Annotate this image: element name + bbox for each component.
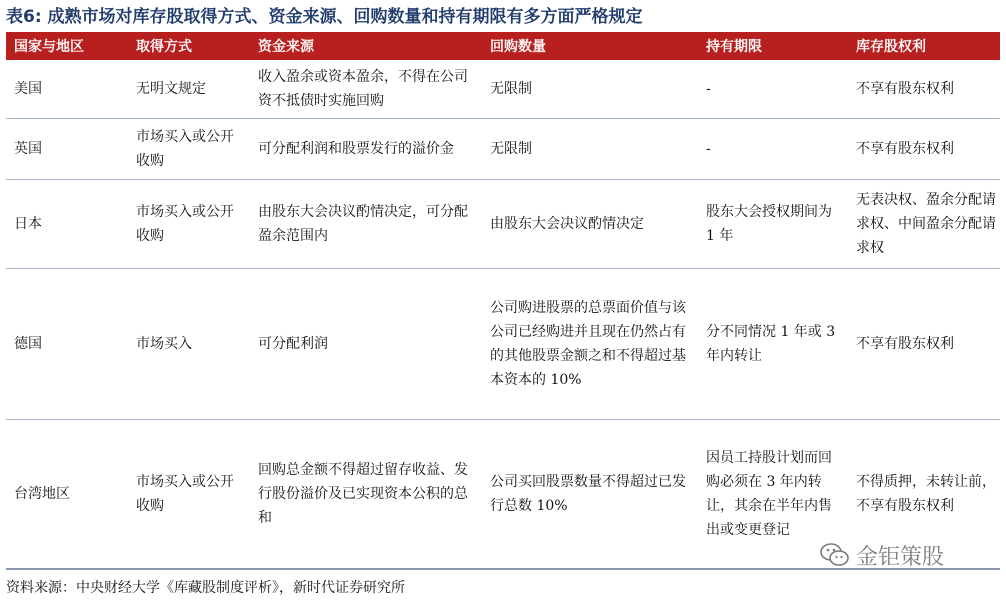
cell-holding-period: - xyxy=(698,60,848,119)
cell-holding-period: 分不同情况 1 年或 3 年内转让 xyxy=(698,269,848,420)
watermark xyxy=(820,538,944,572)
cell-fund-source: 可分配利润 xyxy=(250,269,482,420)
cell-acquisition-method: 市场买入或公开收购 xyxy=(128,119,250,180)
header-region: 国家与地区 xyxy=(6,32,128,60)
cell-treasury-rights: 不享有股东权利 xyxy=(848,269,1000,420)
watermark-text: 金钜策股 xyxy=(856,544,945,570)
cell-acquisition-method: 市场买入或公开收购 xyxy=(128,180,250,269)
cell-holding-period: 因员工持股计划而回购必须在 3 年内转让，其余在半年内售出或变更登记 xyxy=(698,420,848,570)
cell-fund-source: 可分配利润和股票发行的溢价金 xyxy=(250,119,482,180)
table-caption: 表6: 成熟市场对库存股取得方式、资金来源、回购数量和持有期限有多方面严格规定 xyxy=(6,7,643,27)
wechat-icon xyxy=(820,542,850,568)
cell-acquisition-method: 无明文规定 xyxy=(128,60,250,119)
cell-fund-source: 收入盈余或资本盈余，不得在公司资不抵债时实施回购 xyxy=(250,60,482,119)
cell-acquisition-method: 市场买入或公开收购 xyxy=(128,420,250,570)
cell-holding-period: - xyxy=(698,119,848,180)
cell-treasury-rights: 不享有股东权利 xyxy=(848,119,1000,180)
cell-region: 美国 xyxy=(6,60,128,119)
cell-region: 德国 xyxy=(6,269,128,420)
table-row xyxy=(6,269,1000,420)
cell-region: 台湾地区 xyxy=(6,420,128,570)
cell-fund-source: 由股东大会决议酌情决定，可分配盈余范围内 xyxy=(250,180,482,269)
cell-acquisition-method: 市场买入 xyxy=(128,269,250,420)
cell-buyback-quantity: 公司购进股票的总票面价值与该公司已经购进并且现在仍然占有的其他股票金额之和不得超过基本资本的 10% xyxy=(482,269,698,420)
header-fund-source: 资金来源 xyxy=(250,32,482,60)
cell-buyback-quantity: 公司买回股票数量不得超过已发行总数 10% xyxy=(482,420,698,570)
cell-holding-period: 股东大会授权期间为 1 年 xyxy=(698,180,848,269)
cell-buyback-quantity: 由股东大会决议酌情决定 xyxy=(482,180,698,269)
source-note: 资料来源：中央财经大学《库藏股制度评析》，新时代证券研究所 xyxy=(6,580,405,596)
table-row xyxy=(6,119,1000,180)
cell-treasury-rights: 不享有股东权利 xyxy=(848,60,1000,119)
header-treasury-rights: 库存股权利 xyxy=(848,32,1000,60)
table-header-row xyxy=(6,32,1000,60)
header-buyback-quantity: 回购数量 xyxy=(482,32,698,60)
cell-region: 日本 xyxy=(6,180,128,269)
cell-buyback-quantity: 无限制 xyxy=(482,119,698,180)
cell-buyback-quantity: 无限制 xyxy=(482,60,698,119)
cell-treasury-rights: 不得质押，未转让前，不享有股东权利 xyxy=(848,420,1000,570)
header-acquisition-method: 取得方式 xyxy=(128,32,250,60)
header-holding-period: 持有期限 xyxy=(698,32,848,60)
cell-treasury-rights: 无表决权、盈余分配请求权、中间盈余分配请求权 xyxy=(848,180,1000,269)
cell-fund-source: 回购总金额不得超过留存收益、发行股份溢价及已实现资本公积的总和 xyxy=(250,420,482,570)
regulation-table xyxy=(6,32,1000,570)
table-row xyxy=(6,60,1000,119)
table-row xyxy=(6,180,1000,269)
cell-region: 英国 xyxy=(6,119,128,180)
